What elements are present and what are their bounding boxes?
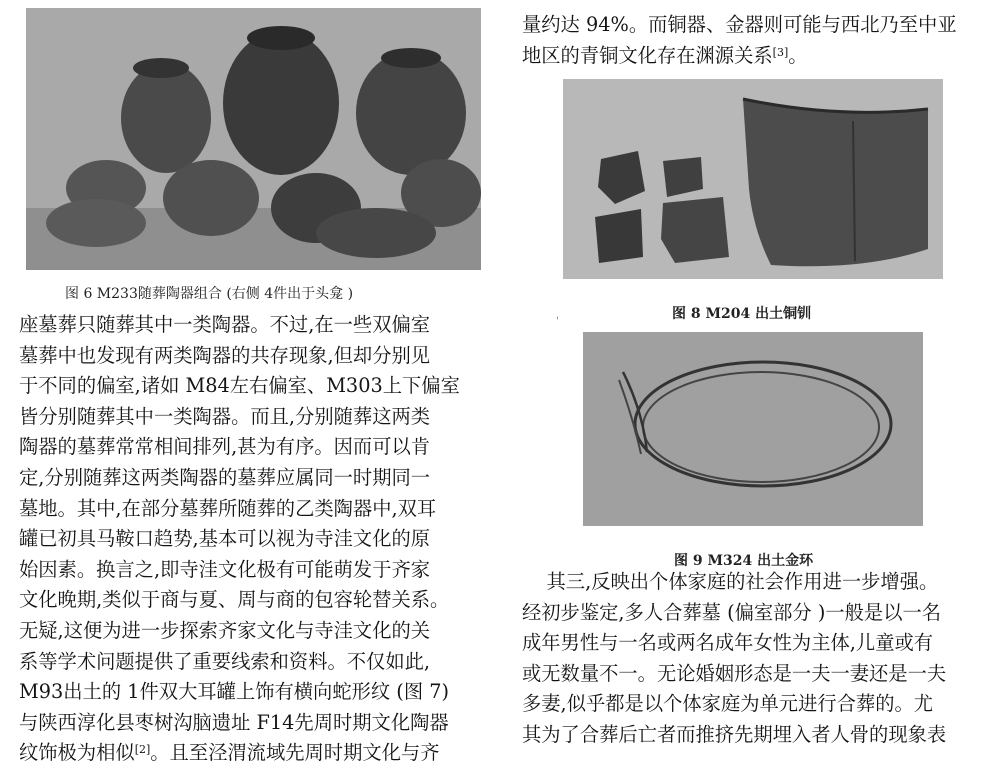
text-segment: 地区的青铜文化存在渊源关系 (522, 43, 773, 67)
text-line: 墓葬中也发现有两类陶器的共存现象,但却分别见 (19, 343, 431, 367)
text-segment: 。且至泾渭流域先周时期文化与齐 (150, 741, 440, 765)
text-line: 多妻,似乎都是以个体家庭为单元进行合葬的。尤 (522, 692, 934, 716)
text-line: 罐已初具马鞍口趋势,基本可以视为寺洼文化的原 (19, 527, 431, 551)
citation-ref: [3] (772, 45, 789, 59)
right-column-top-text (522, 10, 992, 71)
left-column-text (19, 310, 489, 769)
text-line: 无疑,这便为进一步探索齐家文化与寺洼文化的关 (19, 618, 431, 642)
figure-9-caption: 图 9 M324 出土金环 (674, 553, 814, 569)
right-column-bottom-text (522, 567, 992, 751)
text-segment: 纹饰极为相似 (19, 741, 135, 765)
figure-6-photo (26, 8, 481, 270)
text-line: 经初步鉴定,多人合葬墓 (偏室部分 )一般是以一名 (522, 600, 942, 624)
text-line (522, 41, 992, 72)
text-line: 其三,反映出个体家庭的社会作用进一步增强。 (522, 570, 939, 593)
text-line: 始因素。换言之,即寺洼文化极有可能萌发于齐家 (19, 557, 431, 581)
bronze-bracelet-image (563, 79, 943, 279)
text-line: 于不同的偏室,诸如 M84左右偏室、M303上下偏室 (19, 374, 460, 398)
text-line: 系等学术问题提供了重要线索和资料。不仅如此, (19, 649, 431, 673)
text-line: 其为了合葬后亡者而推挤先期埋入者人骨的现象表 (522, 722, 947, 746)
text-line: 量约达 94%。而铜器、金器则可能与西北乃至中亚 (522, 13, 957, 36)
text-line: 成年男性与一名或两名成年女性为主体,儿童或有 (522, 631, 934, 655)
text-line: 定,分别随葬这两类陶器的墓葬应属同一时期同一 (19, 465, 431, 489)
text-line: 皆分别随葬其中一类陶器。而且,分别随葬这两类 (19, 404, 431, 428)
text-line: 与陕西淳化县枣树沟脑遗址 F14先周时期文化陶器 (19, 710, 449, 734)
text-line: 或无数量不一。无论婚姻形态是一夫一妻还是一夫 (522, 661, 947, 685)
figure-8-photo (563, 79, 943, 279)
text-line: 墓地。其中,在部分墓葬所随葬的乙类陶器中,双耳 (19, 496, 437, 520)
margin-mark: ' (556, 316, 559, 327)
citation-ref: [2] (134, 743, 151, 757)
figure-8-caption: 图 8 M204 出土铜钏 (672, 306, 812, 322)
gold-ring-image (583, 332, 923, 526)
text-line: 座墓葬只随葬其中一类陶器。不过,在一些双偏室 (19, 313, 431, 336)
text-segment: 。 (788, 43, 808, 67)
text-line: 陶器的墓葬常常相间排列,甚为有序。因而可以肯 (19, 435, 431, 459)
text-line-last (19, 738, 489, 769)
pottery-vessels-image (26, 8, 481, 270)
figure-9-photo (583, 332, 923, 526)
text-line: M93出土的 1件双大耳罐上饰有横向蛇形纹 (图 7) (19, 680, 450, 704)
text-line: 文化晚期,类似于商与夏、周与商的包容轮替关系。 (19, 588, 450, 612)
figure-6-caption: 图 6 M233随葬陶器组合 (右侧 4件出于头龛 ) (65, 286, 354, 302)
